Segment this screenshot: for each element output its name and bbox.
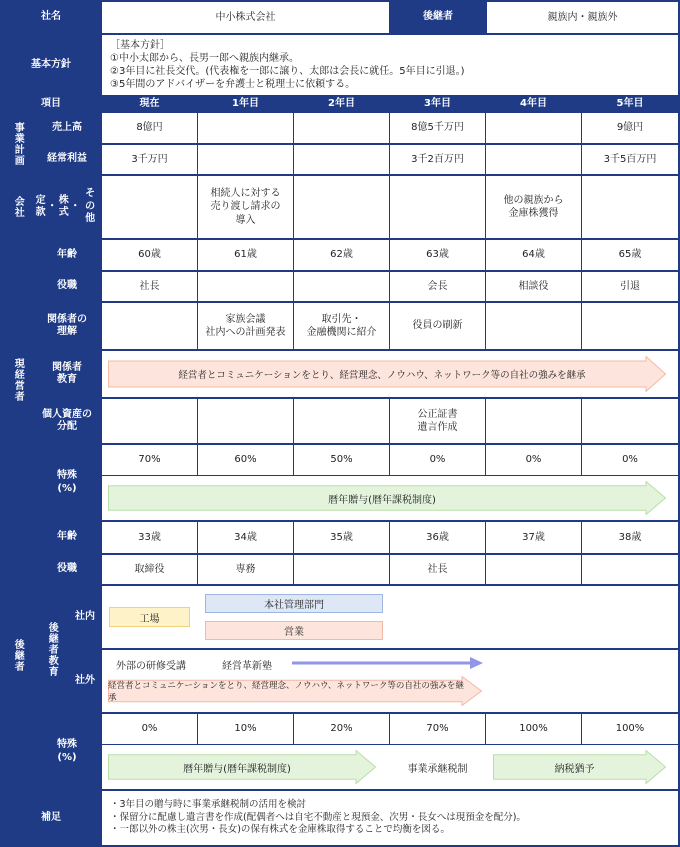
profit-cell — [294, 145, 389, 174]
cm-assets-label: 個人資産の 分配 — [42, 408, 92, 432]
cm-role-cell: 相談役 — [486, 272, 581, 301]
item-column-header: 項目 — [41, 97, 61, 109]
cm-special-arrow — [108, 481, 666, 515]
sc-age-cell: 35歳 — [294, 522, 389, 553]
sc-role-cell — [582, 555, 678, 584]
cm-special-cell: 0% — [486, 445, 581, 475]
supplement-content — [102, 791, 678, 845]
seminar-label: 経営革新塾 — [222, 660, 272, 672]
sc-education-label: 後継者教育 — [46, 621, 58, 677]
business-plan-group: 事業計画 — [12, 121, 24, 166]
policy-line: ①中小太郎から、長男一郎へ親族内継承。 — [110, 53, 299, 64]
business-succession-tax-label: 事業承継税制 — [407, 763, 468, 775]
cm-understanding-cell: 役員の刷新 — [390, 303, 485, 349]
cm-special-cell: 60% — [198, 445, 293, 475]
cm-assets-cell — [294, 399, 389, 443]
company-cell — [102, 176, 197, 238]
sales-cell: 9億円 — [582, 113, 678, 143]
policy-content — [102, 35, 678, 95]
successor-header: 後継者 — [423, 11, 453, 23]
sc-age-cell: 38歳 — [582, 522, 678, 553]
sc-age-label: 年齢 — [57, 531, 77, 543]
cm-understanding-cell — [486, 303, 581, 349]
sc-special-cell: 20% — [294, 714, 389, 744]
training-label: 外部の研修受講 — [116, 660, 186, 672]
sc-special-arrow-2 — [493, 750, 666, 784]
policy-line: ［基本方針］ — [110, 40, 170, 51]
sc-internal-label: 社内 — [75, 610, 95, 622]
profit-cell — [198, 145, 293, 174]
sales-cell: 8億円 — [102, 113, 197, 143]
policy-header: 基本方針 — [31, 58, 71, 70]
company-group: 会社 — [12, 196, 24, 218]
sales-row-label: 売上高 — [52, 121, 82, 133]
sc-role-cell: 社長 — [390, 555, 485, 584]
policy-line: ③5年間のアドバイザーを弁護士と税理士に依頼する。 — [110, 79, 356, 90]
sc-special-arrow-2-label: 納税猶予 — [554, 763, 595, 775]
supplement-line: ・保留分に配慮し遺言書を作成(配偶者へは自宅不動産と現預金、次男・長女へは現預金を配分)。 — [110, 811, 526, 823]
supplement-header: 補足 — [41, 811, 61, 823]
sc-external-arrow-label: 経営者とコミュニケーションをとり、経営理念、ノウハウ、ネットワーク等の自社の強みを継承 — [108, 681, 464, 703]
cm-special-cell: 0% — [390, 445, 485, 475]
cm-age-cell: 61歳 — [198, 240, 293, 270]
cm-understanding-cell: 取引先・ 金融機関に紹介 — [294, 303, 389, 349]
sales-cell — [486, 113, 581, 143]
sales-cell — [294, 113, 389, 143]
cm-understanding-label: 関係者の 理解 — [47, 313, 87, 337]
profit-cell: 3千5百万円 — [582, 145, 678, 174]
sc-special-cell: 0% — [102, 714, 197, 744]
sc-special-cell: 10% — [198, 714, 293, 744]
successor-type-value: 親族内・親族外 — [487, 2, 678, 33]
current-manager-group: 現経営者 — [12, 358, 24, 402]
company-label-line: 定款 — [35, 194, 46, 218]
cm-assets-cell: 公正証書 遺言作成 — [390, 399, 485, 443]
cm-role-cell: 引退 — [582, 272, 678, 301]
company-label-line: ・ — [70, 200, 81, 212]
cm-role-cell: 会長 — [390, 272, 485, 301]
company-cell — [390, 176, 485, 238]
sc-special-arrow-1-label: 暦年贈与(暦年課税制度) — [183, 763, 291, 775]
company-cell: 相続人に対する 売り渡し請求の 導入 — [198, 176, 293, 238]
profit-cell: 3千万円 — [102, 145, 197, 174]
year-column-header: 2年目 — [328, 97, 355, 109]
sc-role-cell: 専務 — [198, 555, 293, 584]
sc-role-cell: 取締役 — [102, 555, 197, 584]
profit-row-label: 経常利益 — [47, 153, 87, 165]
cm-education-arrow — [108, 356, 666, 392]
company-row-label — [34, 176, 100, 238]
cm-age-cell: 60歳 — [102, 240, 197, 270]
cm-understanding-cell: 家族会議 社内への計画発表 — [198, 303, 293, 349]
cm-age-cell: 63歳 — [390, 240, 485, 270]
cm-assets-cell — [582, 399, 678, 443]
cm-role-cell: 社長 — [102, 272, 197, 301]
sc-age-cell: 37歳 — [486, 522, 581, 553]
company-label-line: ・ — [47, 200, 58, 212]
sc-external-arrow — [108, 676, 482, 706]
sc-external-label: 社外 — [75, 674, 95, 686]
cm-education-label: 関係者 教育 — [52, 361, 82, 385]
supplement-line: ・一郎以外の株主(次男・長女)の保有株式を金庫株取得することで均衡を図る。 — [110, 824, 450, 836]
sc-special-label: 特殊 (%) — [57, 739, 77, 763]
company-cell — [294, 176, 389, 238]
cm-role-label: 役職 — [57, 280, 77, 292]
cm-role-cell — [198, 272, 293, 301]
year-column-header: 1年目 — [232, 97, 259, 109]
company-label-line: その他 — [85, 188, 96, 225]
sc-special-cell: 70% — [390, 714, 485, 744]
cm-education-arrow-label: 経営者とコミュニケーションをとり、経営理念、ノウハウ、ネットワーク等の自社の強みを継承 — [178, 370, 586, 381]
company-name-header: 社名 — [41, 11, 61, 23]
policy-line: ②3年目に社長交代。(代表権を一郎に譲り、太郎は会長に就任。5年目に引退。) — [110, 66, 465, 77]
sc-role-label: 役職 — [57, 563, 77, 575]
sc-role-cell — [486, 555, 581, 584]
sc-special-cell: 100% — [486, 714, 581, 744]
cm-special-arrow-label: 暦年贈与(暦年課税制度) — [328, 494, 436, 506]
sc-age-cell: 36歳 — [390, 522, 485, 553]
sc-special-cell: 100% — [582, 714, 678, 744]
sc-age-cell: 33歳 — [102, 522, 197, 553]
sales-box: 営業 — [205, 621, 383, 640]
sales-cell: 8億5千万円 — [390, 113, 485, 143]
year-column-header: 4年目 — [520, 97, 547, 109]
company-name-value: 中小株式会社 — [102, 2, 389, 33]
profit-cell — [486, 145, 581, 174]
cm-special-label: 特殊 (%) — [57, 470, 77, 494]
sc-age-cell: 34歳 — [198, 522, 293, 553]
cm-age-label: 年齢 — [57, 248, 77, 260]
company-cell: 他の親族から 金庫株獲得 — [486, 176, 581, 238]
cm-assets-cell — [102, 399, 197, 443]
cm-assets-cell — [486, 399, 581, 443]
cm-assets-cell — [198, 399, 293, 443]
profit-cell: 3千2百万円 — [390, 145, 485, 174]
successor-group: 後継者 — [12, 639, 24, 672]
year-column-header: 3年目 — [424, 97, 451, 109]
cm-age-cell: 64歳 — [486, 240, 581, 270]
cm-special-cell: 0% — [582, 445, 678, 475]
supplement-line: ・3年目の贈与時に事業承継税制の活用を検討 — [110, 798, 307, 810]
cm-age-cell: 65歳 — [582, 240, 678, 270]
cm-understanding-cell — [582, 303, 678, 349]
cm-special-cell: 70% — [102, 445, 197, 475]
company-cell — [582, 176, 678, 238]
year-column-header: 現在 — [139, 97, 160, 109]
cm-role-cell — [294, 272, 389, 301]
factory-box: 工場 — [109, 607, 190, 627]
sc-special-arrow-1 — [108, 750, 376, 784]
year-column-header: 5年目 — [616, 97, 644, 109]
seminar-timeline-arrow — [292, 656, 484, 670]
cm-understanding-cell — [102, 303, 197, 349]
sales-cell — [198, 113, 293, 143]
hq-box: 本社管理部門 — [205, 594, 383, 613]
company-label-line: 株式 — [58, 194, 69, 218]
sc-role-cell — [294, 555, 389, 584]
cm-age-cell: 62歳 — [294, 240, 389, 270]
cm-special-cell: 50% — [294, 445, 389, 475]
